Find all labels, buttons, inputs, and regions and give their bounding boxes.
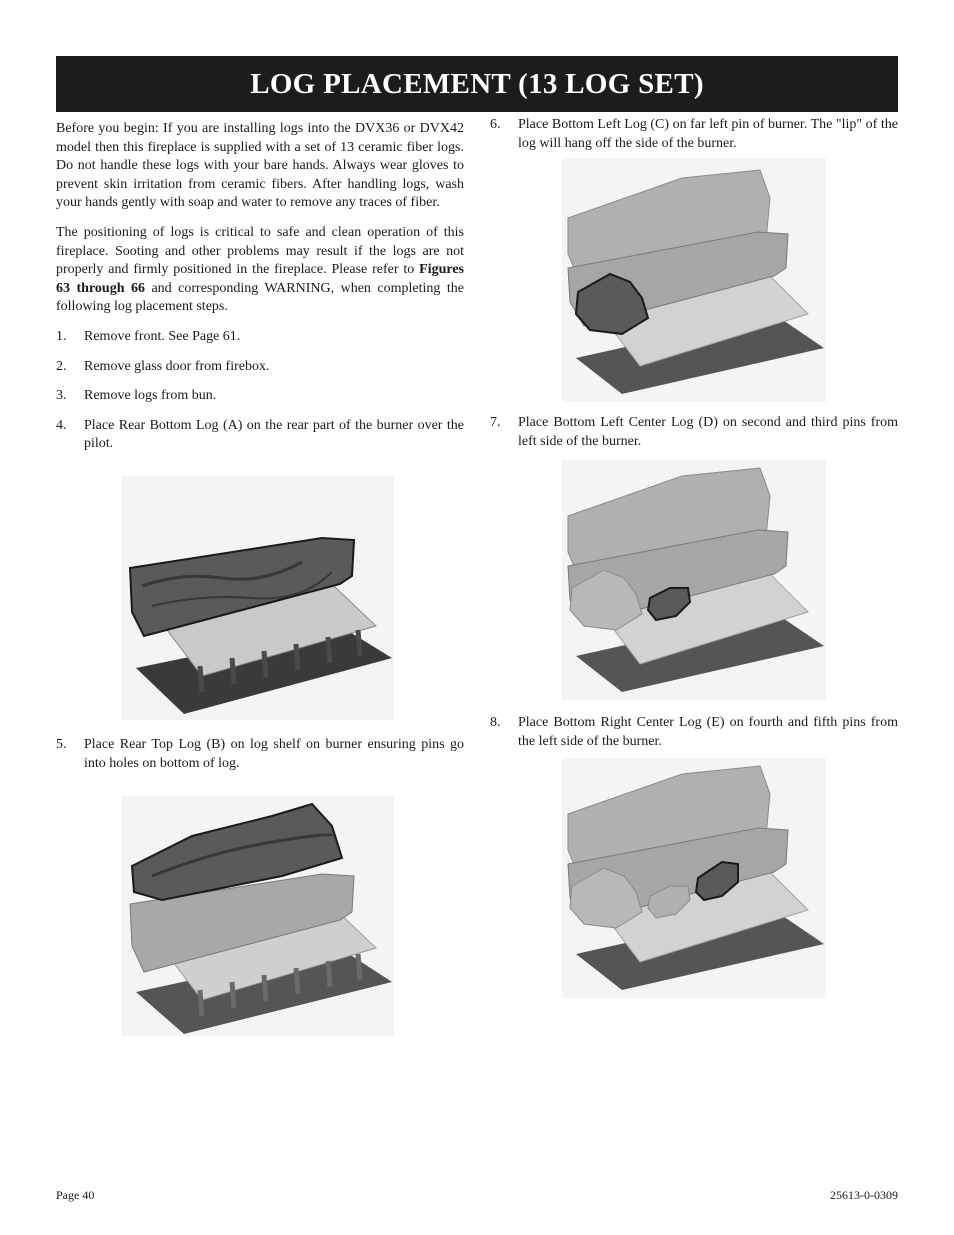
figure-bottom-right-center-log <box>562 758 826 998</box>
figure-rear-bottom-log <box>122 476 394 720</box>
log-illustration <box>562 158 826 402</box>
step-4: 4. Place Rear Bottom Log (A) on the rear part of the burner over the pilot. <box>56 417 464 452</box>
log-illustration <box>562 460 826 700</box>
left-column-lower <box>56 736 464 784</box>
page-number: Page 40 <box>56 1188 95 1202</box>
step-5: 5. Place Rear Top Log (B) on log shelf on burner ensuring pins go into holes on bottom of log. <box>56 737 464 771</box>
page-title: LOG PLACEMENT (13 LOG SET) <box>56 56 898 112</box>
figure-rear-top-log <box>122 796 394 1036</box>
log-illustration <box>122 796 394 1036</box>
log-illustration <box>562 758 826 998</box>
step-8: 8. Place Bottom Right Center Log (E) on fourth and fifth pins from the left side of the burner. <box>490 715 898 749</box>
step-1: 1. Remove front. See Page 61. <box>56 328 241 344</box>
figure-bottom-left-log <box>562 158 826 402</box>
step-6: 6. Place Bottom Left Log (C) on far left pin of burner. The "lip" of the log will hang off the side of the burner. <box>490 117 898 151</box>
document-number: 25613-0-0309 <box>830 1188 898 1202</box>
step-2: 2. Remove glass door from firebox. <box>56 358 270 374</box>
figure-reference: Figures 63 through 66 <box>56 262 464 296</box>
intro-paragraph-2: The positioning of logs is critical to safe and clean operation of this fireplace. Sooting and other problems may result if the logs are not properly and firmly positioned in the fireplace. Please refer to Figures 63 through 66 and corresponding WARNING, when completing the following log placement steps. <box>56 224 464 315</box>
right-column-step-7 <box>490 414 898 462</box>
figure-bottom-left-center-log <box>562 460 826 700</box>
intro-paragraph-1: Before you begin: If you are installing logs into the DVX36 or DVX42 model then this fireplace is supplied with a set of 13 ceramic fiber logs. Do not handle these logs with your bare hands. Always wear gloves to prevent skin irritation from ceramic fibers. After handling logs, wash your hands gently with soap and water to remove any traces of fiber. <box>56 121 464 211</box>
step-3: 3. Remove logs from bun. <box>56 388 217 404</box>
log-illustration <box>122 476 394 720</box>
right-column-step-6 <box>490 116 898 164</box>
left-column <box>56 120 464 465</box>
step-7: 7. Place Bottom Left Center Log (D) on second and third pins from left side of the burner. <box>490 415 898 449</box>
right-column-step-8 <box>490 714 898 762</box>
